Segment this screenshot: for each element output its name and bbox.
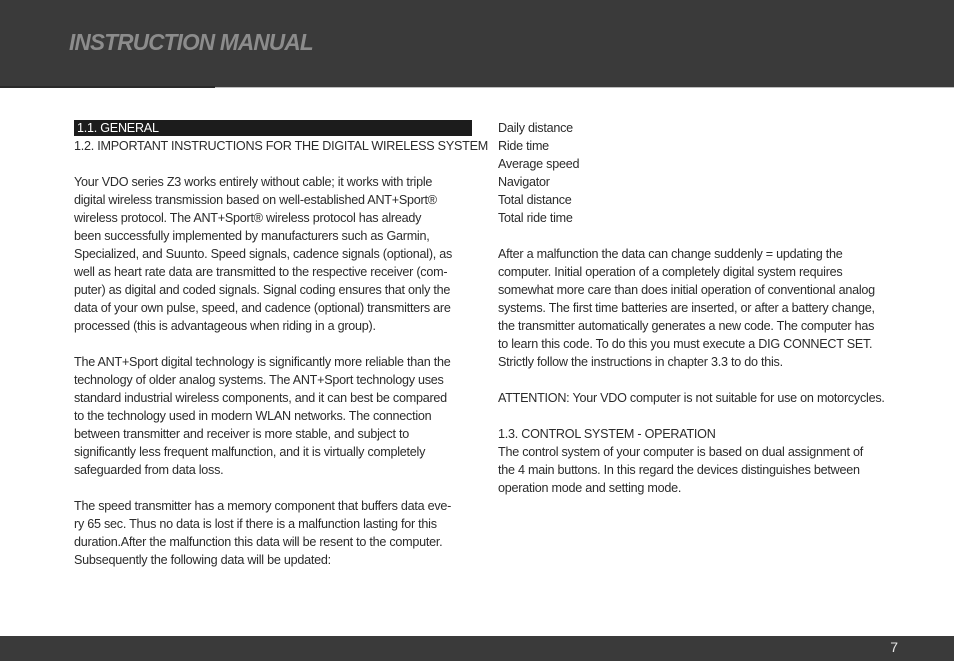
text-line: puter) as digital and coded signals. Signal coding ensures that only the xyxy=(74,283,451,297)
text-line: The control system of your computer is based on dual assignment of xyxy=(498,445,864,459)
manual-title: INSTRUCTION MANUAL xyxy=(69,29,313,55)
text-line: Strictly follow the instructions in chapter 3.3 to do this. xyxy=(498,355,783,369)
page-number: 7 xyxy=(890,639,898,655)
text-line: Total ride time xyxy=(498,211,573,225)
blank-line xyxy=(74,479,472,497)
text-line: processed (this is advantageous when riding in a group). xyxy=(74,319,376,333)
text-line: between transmitter and receiver is more stable, and subject to xyxy=(74,427,409,441)
text-line: standard industrial wireless components, and it can best be compared xyxy=(74,391,447,405)
text-line: Daily distance xyxy=(498,121,573,135)
text-line: Specialized, and Suunto. Speed signals, cadence signals (optional), as xyxy=(74,247,453,261)
text-line: Ride time xyxy=(498,139,549,153)
text-line: Navigator xyxy=(498,175,550,189)
text-line: well as heart rate data are transmitted to the respective receiver (com- xyxy=(74,265,448,279)
section-heading-highlighted: 1.1. GENERAL xyxy=(74,120,472,136)
text-line: been successfully implemented by manufacturers such as Garmin, xyxy=(74,229,430,243)
text-line: safeguarded from data loss. xyxy=(74,463,224,477)
text-line: operation mode and setting mode. xyxy=(498,481,682,495)
text-line: Subsequently the following data will be updated: xyxy=(74,553,331,567)
text-line: The speed transmitter has a memory component that buffers data eve- xyxy=(74,499,452,513)
text-line: The ANT+Sport digital technology is significantly more reliable than the xyxy=(74,355,451,369)
text-line: ry 65 sec. Thus no data is lost if there is a malfunction lasting for this xyxy=(74,517,437,531)
blank-line xyxy=(74,155,472,173)
text-line: 1.2. IMPORTANT INSTRUCTIONS FOR THE DIGITAL WIRELESS SYSTEM xyxy=(74,139,488,153)
text-line: computer. Initial operation of a completely digital system requires xyxy=(498,265,843,279)
page-header xyxy=(0,0,954,88)
text-line: systems. The first time batteries are inserted, or after a battery change, xyxy=(498,301,875,315)
text-line: digital wireless transmission based on well-established ANT+Sport® xyxy=(74,193,437,207)
header-underline xyxy=(0,86,215,88)
blank-line xyxy=(498,407,898,425)
text-line: technology of older analog systems. The ANT+Sport technology uses xyxy=(74,373,444,387)
text-line: After a malfunction the data can change suddenly = updating the xyxy=(498,247,843,261)
text-line: ATTENTION: Your VDO computer is not suitable for use on motorcycles. xyxy=(498,391,885,405)
blank-line xyxy=(498,227,898,245)
text-line: to the technology used in modern WLAN networks. The connection xyxy=(74,409,432,423)
text-line: the 4 main buttons. In this regard the devices distinguishes between xyxy=(498,463,860,477)
text-line: duration.After the malfunction this data will be resent to the computer. xyxy=(74,535,443,549)
right-text-column xyxy=(498,119,898,497)
text-line: significantly less frequent malfunction, and it is virtually completely xyxy=(74,445,426,459)
blank-line xyxy=(498,371,898,389)
text-line: wireless protocol. The ANT+Sport® wireless protocol has already xyxy=(74,211,422,225)
text-line: Your VDO series Z3 works entirely without cable; it works with triple xyxy=(74,175,433,189)
text-line: data of your own pulse, speed, and cadence (optional) transmitters are xyxy=(74,301,451,315)
left-text-column xyxy=(74,119,488,569)
blank-line xyxy=(74,335,472,353)
text-line: to learn this code. To do this you must execute a DIG CONNECT SET. xyxy=(498,337,873,351)
text-line: Average speed xyxy=(498,157,580,171)
text-line: somewhat more care than does initial operation of conventional analog xyxy=(498,283,875,297)
text-line: Total distance xyxy=(498,193,572,207)
page-footer xyxy=(0,636,954,661)
text-line: 1.3. CONTROL SYSTEM - OPERATION xyxy=(498,427,716,441)
text-line: the transmitter automatically generates a new code. The computer has xyxy=(498,319,875,333)
